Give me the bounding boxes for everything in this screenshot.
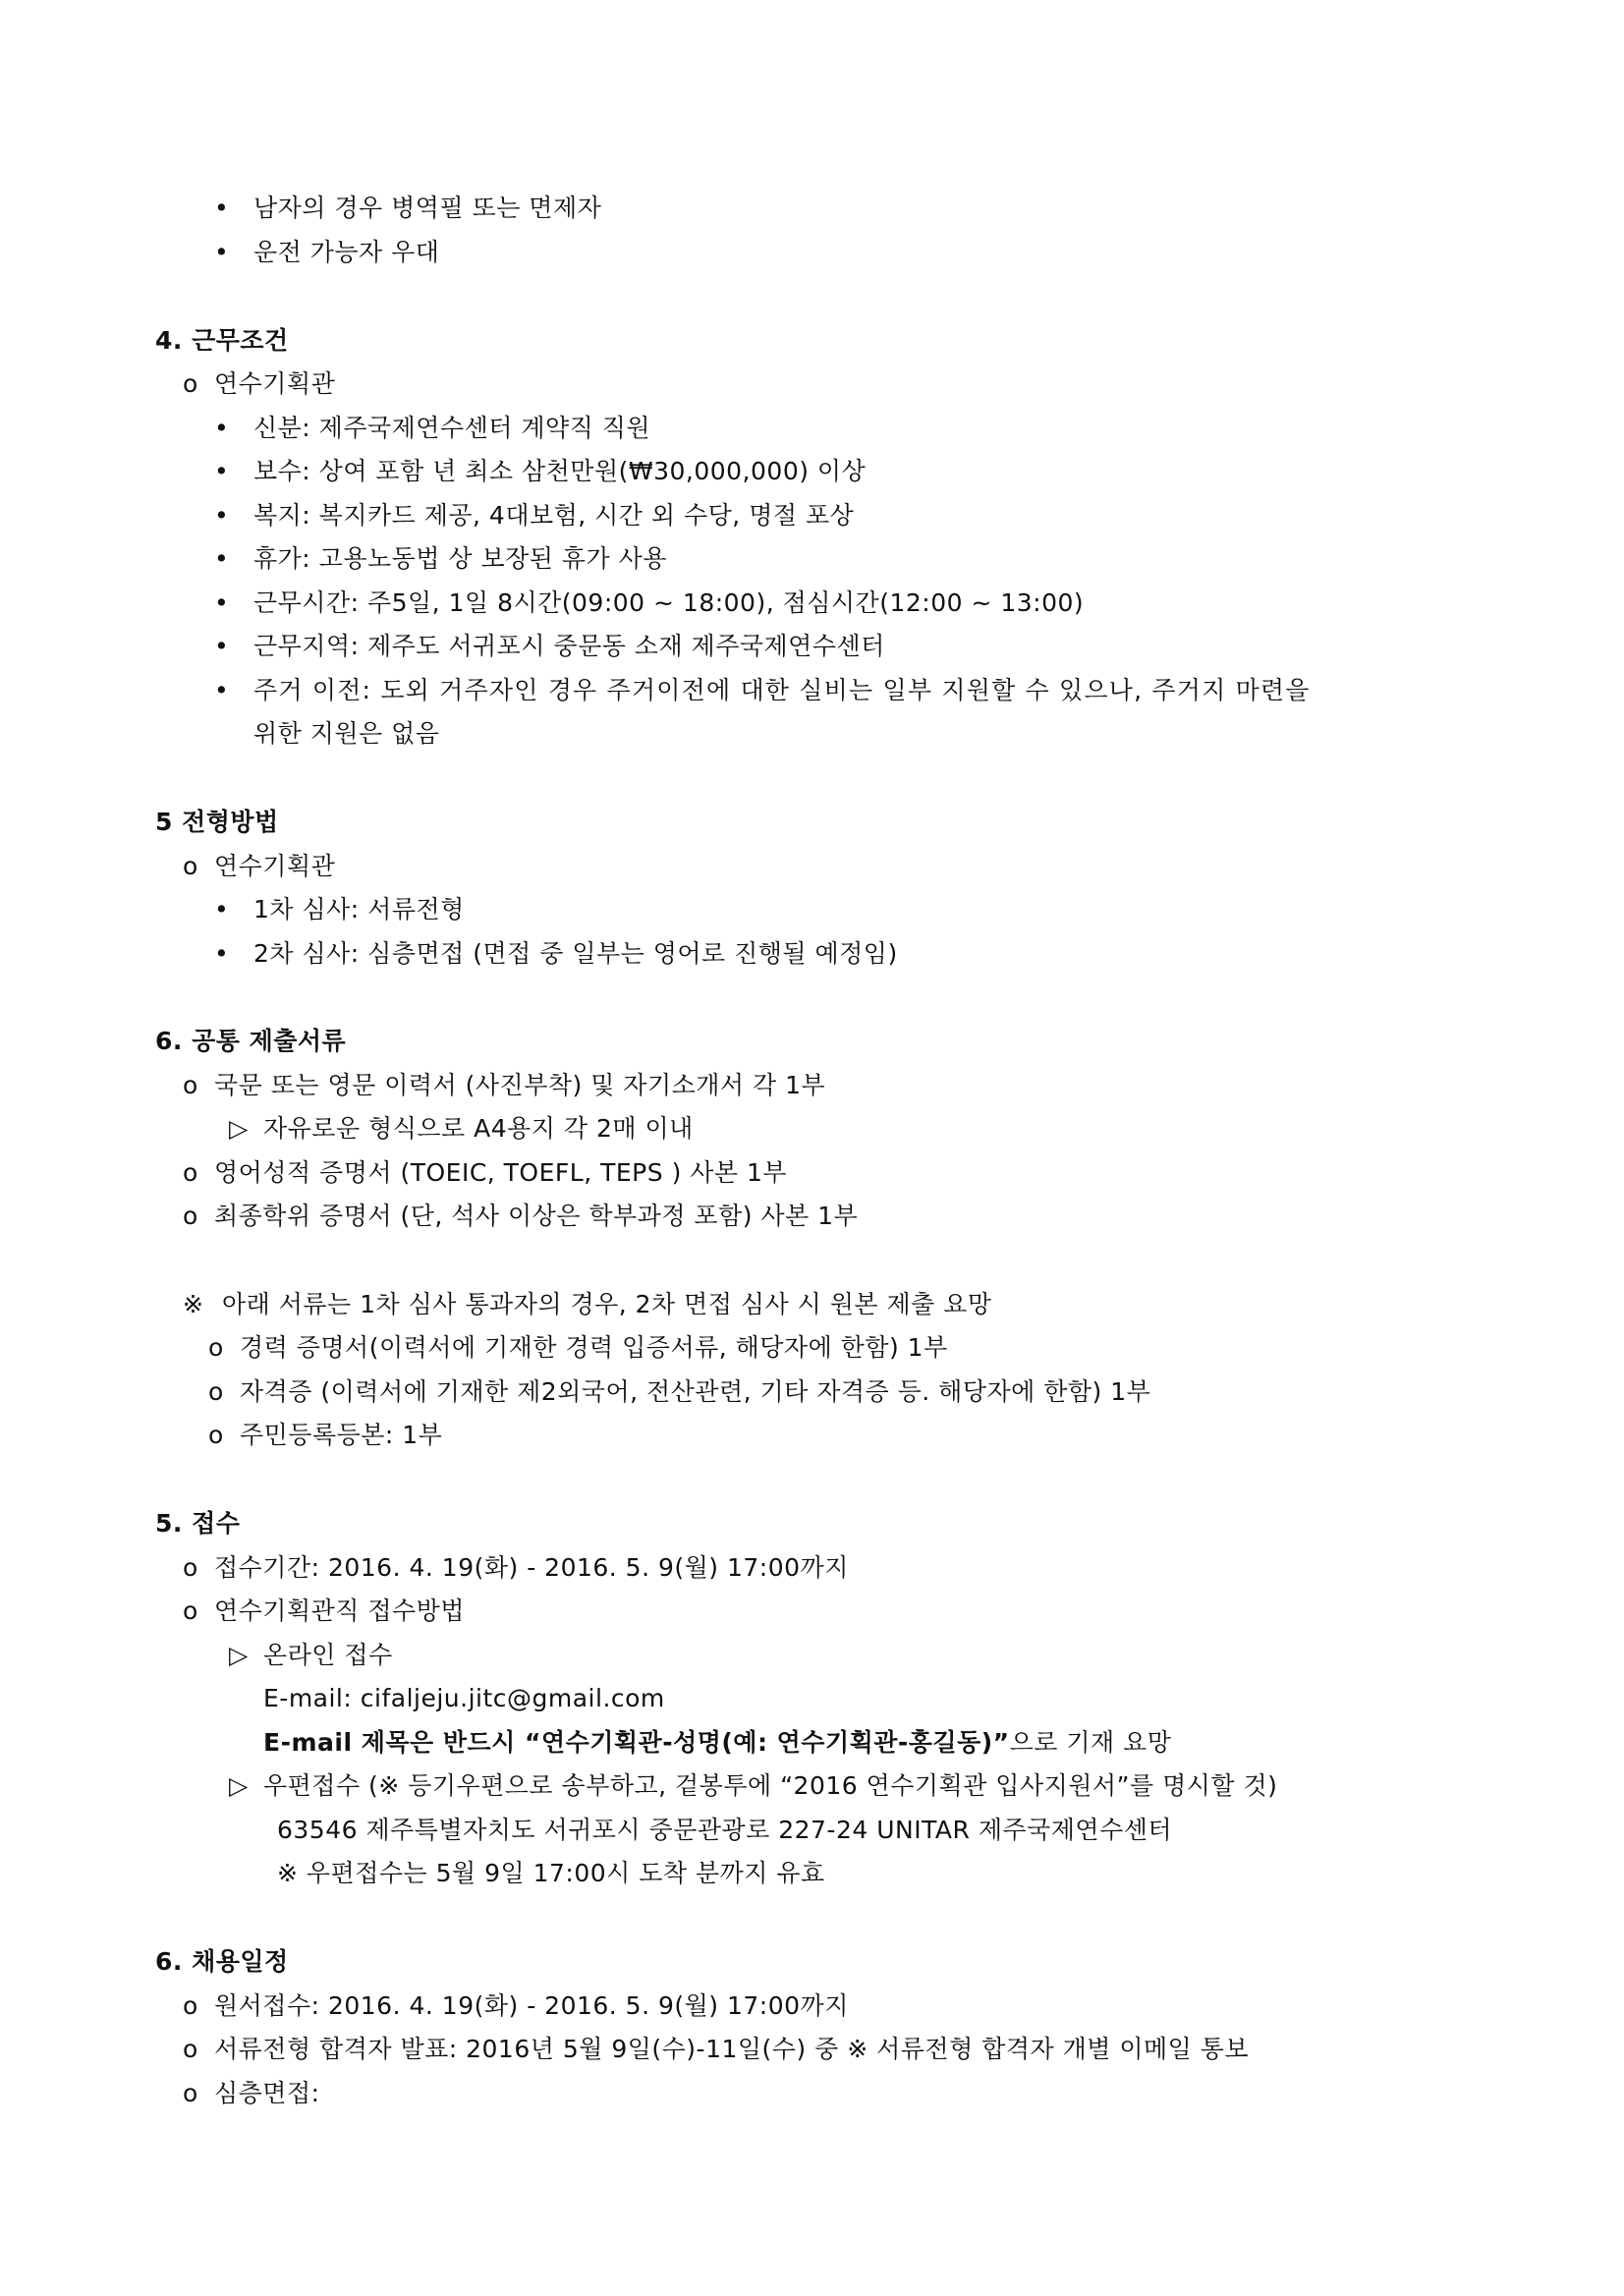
list-item: 원서접수: 2016. 4. 19(화) - 2016. 5. 9(월) 17:00까지: [214, 1991, 849, 2020]
bullet-icon: •: [214, 544, 229, 573]
email-subject-bold: E-mail 제목은 반드시 “연수기획관-성명(예: 연수기획관-홍길동)”: [263, 1728, 1010, 1757]
circle-marker: o: [183, 1553, 198, 1582]
section-title: 6. 채용일정: [155, 1947, 289, 1976]
circle-marker: o: [183, 1071, 198, 1099]
post-note: ※ 우편접수는 5월 9일 17:00시 도착 분까지 유효: [277, 1859, 825, 1887]
circle-marker: o: [208, 1377, 224, 1406]
triangle-icon: ▷: [229, 1771, 249, 1800]
postal-address: 63546 제주특별자치도 서귀포시 중문관광로 227-24 UNITAR 제주국제연수센터: [277, 1816, 1173, 1844]
bullet-icon: •: [214, 632, 229, 660]
circle-marker: o: [183, 2079, 198, 2107]
note-icon: ※: [183, 1290, 204, 1318]
list-item: 휴가: 고용노동법 상 보장된 휴가 사용: [253, 544, 667, 573]
list-item: 자격증 (이력서에 기재한 제2외국어, 전산관련, 기타 자격증 등. 해당자에 한함) 1부: [240, 1377, 1151, 1406]
circle-marker: o: [183, 1991, 198, 2020]
circle-marker: o: [183, 369, 198, 398]
list-item: 최종학위 증명서 (단, 석사 이상은 학부과정 포함) 사본 1부: [214, 1202, 859, 1230]
bullet-icon: •: [214, 939, 229, 968]
list-item: 운전 가능자 우대: [253, 238, 440, 266]
list-item: 심층면접:: [214, 2079, 320, 2107]
circle-marker: o: [183, 1202, 198, 1230]
subsection-title: 연수기획관: [214, 369, 336, 398]
bullet-icon: •: [214, 676, 229, 704]
list-item-detail: 자유로운 형식으로 A4용지 각 2매 이내: [263, 1114, 694, 1143]
list-item: 국문 또는 영문 이력서 (사진부착) 및 자기소개서 각 1부: [214, 1071, 826, 1099]
list-item: 신분: 제주국제연수센터 계약직 직원: [253, 414, 651, 442]
triangle-icon: ▷: [229, 1641, 249, 1669]
list-item: 2차 심사: 심층면접 (면접 중 일부는 영어로 진행될 예정임): [253, 939, 898, 968]
list-item: 보수: 상여 포함 년 최소 삼천만원(₩30,000,000) 이상: [253, 457, 867, 485]
list-item-continuation: 위한 지원은 없음: [253, 719, 440, 748]
list-item: 접수기간: 2016. 4. 19(화) - 2016. 5. 9(월) 17:00까지: [214, 1553, 849, 1582]
list-item-detail: 온라인 접수: [263, 1641, 393, 1669]
circle-marker: o: [208, 1421, 224, 1449]
section-title: 6. 공통 제출서류: [155, 1027, 347, 1055]
list-item: 남자의 경우 병역필 또는 면제자: [253, 194, 602, 222]
triangle-icon: ▷: [229, 1114, 249, 1143]
list-item: 복지: 복지카드 제공, 4대보험, 시간 외 수당, 명절 포상: [253, 501, 855, 530]
bullet-icon: •: [214, 895, 229, 924]
bullet-icon: •: [214, 238, 229, 266]
list-item: 연수기획관직 접수방법: [214, 1596, 465, 1625]
list-item: 경력 증명서(이력서에 기재한 경력 입증서류, 해당자에 한함) 1부: [240, 1333, 948, 1362]
note-text: 아래 서류는 1차 심사 통과자의 경우, 2차 면접 심사 시 원본 제출 요망: [222, 1290, 992, 1318]
list-item: 주민등록등본: 1부: [240, 1421, 443, 1449]
email-subject-note: [263, 1727, 1171, 1759]
bullet-icon: •: [214, 588, 229, 617]
list-item: 근무지역: 제주도 서귀포시 중문동 소재 제주국제연수센터: [253, 632, 885, 660]
list-item: 서류전형 합격자 발표: 2016년 5월 9일(수)-11일(수) 중 ※ 서류전형 합격자 개별 이메일 통보: [214, 2035, 1250, 2063]
list-item: 주거 이전: 도외 거주자인 경우 주거이전에 대한 실비는 일부 지원할 수 있으나, 주거지 마련을: [253, 676, 1311, 704]
list-item: 근무시간: 주5일, 1일 8시간(09:00 ~ 18:00), 점심시간(12:00 ~ 13:00): [253, 588, 1085, 617]
section-title: 5 전형방법: [155, 808, 279, 836]
circle-marker: o: [183, 1596, 198, 1625]
bullet-icon: •: [214, 501, 229, 530]
bullet-icon: •: [214, 194, 229, 222]
list-item-detail: 우편접수 (※ 등기우편으로 송부하고, 겉봉투에 “2016 연수기획관 입사지원서”를 명시할 것): [263, 1771, 1278, 1800]
section-title: 5. 접수: [155, 1509, 241, 1538]
circle-marker: o: [183, 852, 198, 880]
circle-marker: o: [183, 1158, 198, 1187]
list-item: 1차 심사: 서류전형: [253, 895, 465, 924]
circle-marker: o: [208, 1333, 224, 1362]
subsection-title: 연수기획관: [214, 852, 336, 880]
circle-marker: o: [183, 2035, 198, 2063]
list-item: 영어성적 증명서 (TOEIC, TOEFL, TEPS ) 사본 1부: [214, 1158, 788, 1187]
section-title: 4. 근무조건: [155, 326, 289, 355]
bullet-icon: •: [214, 457, 229, 485]
email-address: E-mail: cifaljeju.jitc@gmail.com: [263, 1684, 665, 1712]
email-subject-rest: 으로 기재 요망: [1009, 1728, 1172, 1757]
bullet-icon: •: [214, 414, 229, 442]
